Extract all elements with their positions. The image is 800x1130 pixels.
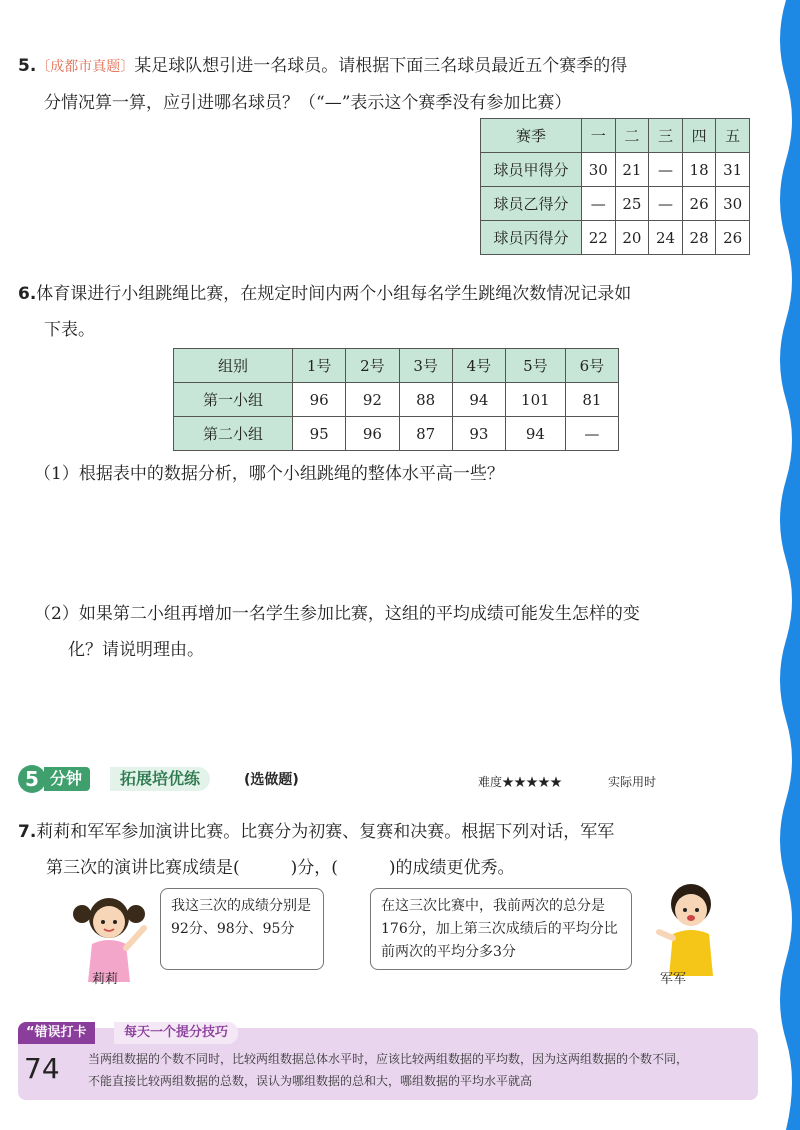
question-text: 某足球队想引进一名球员。请根据下面三名球员最近五个赛季的得 [134,56,628,76]
table-header-cell: 二 [615,119,649,153]
section-title: 拓展培优练 [110,767,210,791]
table-cell: 96 [293,383,346,417]
players-score-table [480,118,750,255]
tip-line: 不能直接比较两组数据的总数，误认为哪组数据的总和大，哪组数据的平均水平就高 [88,1074,533,1088]
table-cell: 87 [399,417,452,451]
tip-text [88,1048,746,1092]
table-row-label: 第二小组 [174,417,293,451]
table-header-cell: 四 [682,119,716,153]
table-row [174,417,619,451]
table-header-cell: 三 [649,119,683,153]
table-header-cell: 2号 [346,349,399,383]
question-number: 5. [18,56,37,76]
table-row-label: 球员甲得分 [481,153,582,187]
table-row [481,221,750,255]
optional-label: (选做题) [244,772,299,788]
table-row [174,383,619,417]
table-row [481,187,750,221]
question-5 [18,48,748,121]
table-header-cell: 3号 [399,349,452,383]
table-header-cell: 1号 [293,349,346,383]
table-cell: 95 [293,417,346,451]
table-cell: 26 [716,221,750,255]
sub-question-text: （1）根据表中的数据分析，哪个小组跳绳的整体水平高一些？ [34,464,504,484]
tip-badge: “错误打卡 [18,1022,95,1044]
sub-question-text: 化？请说明理由。 [68,640,204,660]
tip-title: 每天一个提分技巧 [114,1022,238,1044]
table-cell: 94 [506,417,566,451]
table-cell: 25 [615,187,649,221]
table-cell: 26 [682,187,716,221]
table-cell: — [649,187,683,221]
table-cell: 88 [399,383,452,417]
table-cell: 28 [682,221,716,255]
question-text: 分情况算一算，应引进哪名球员？（“—”表示这个赛季没有参加比赛） [44,93,572,113]
table-header-cell: 组别 [174,349,293,383]
table-row-label: 球员乙得分 [481,187,582,221]
question-text: 体育课进行小组跳绳比赛，在规定时间内两个小组每名学生跳绳次数情况记录如 [36,284,632,304]
boy-character-icon [655,880,727,976]
table-row-label: 球员丙得分 [481,221,582,255]
question-text: 第三次的演讲比赛成绩是( )分，( )的成绩更优秀。 [46,858,515,878]
tip-line: 当两组数据的个数不同时，比较两组数据总体水平时，应该比较两组数据的平均数，因为这两组数据的个数不同， [88,1052,689,1066]
table-cell: 22 [582,221,616,255]
five-minute-badge: 5 [18,765,46,793]
source-tag: 〔成都市真题〕 [36,59,135,75]
sub-question-text: （2）如果第二小组再增加一名学生参加比赛，这组的平均成绩可能发生怎样的变 [34,604,640,624]
table-cell: 18 [682,153,716,187]
difficulty-rating: 难度★★★★★ [478,775,563,789]
actual-time-label: 实际用时 [608,775,657,789]
lili-speech-bubble: 我这三次的成绩分别是92分、98分、95分 [160,888,324,970]
section-header [18,765,758,795]
table-cell: 92 [346,383,399,417]
question-number: 7. [18,822,37,842]
question-text: 莉莉和军军参加演讲比赛。比赛分为初赛、复赛和决赛。根据下列对话，军军 [36,822,615,842]
table-row-label: 第一小组 [174,383,293,417]
question-6 [18,276,748,348]
question-6-sub-2 [34,596,748,668]
table-row [481,153,750,187]
table-header-row [174,349,619,383]
minute-label: 分钟 [44,767,90,791]
question-7 [18,814,748,886]
lili-name-label: 莉莉 [92,972,119,987]
table-cell: — [582,187,616,221]
table-header-row [481,119,750,153]
page-edge-decoration [766,0,800,1130]
table-cell: 94 [452,383,505,417]
question-6-sub-1 [34,456,748,492]
tip-box [18,1025,758,1100]
table-cell: 30 [716,187,750,221]
table-cell: 101 [506,383,566,417]
page-number: 74 [24,1052,60,1085]
question-text: 下表。 [44,320,95,340]
table-cell: 20 [615,221,649,255]
table-header-cell: 4号 [452,349,505,383]
question-number: 6. [18,284,37,304]
table-header-cell: 一 [582,119,616,153]
table-cell: 31 [716,153,750,187]
table-cell: 30 [582,153,616,187]
junjun-name-label: 军军 [660,972,687,987]
table-header-cell: 5号 [506,349,566,383]
junjun-speech-bubble: 在这三次比赛中，我前两次的总分是176分，加上第三次成绩后的平均分比前两次的平均分多3分 [370,888,632,970]
table-header-cell: 五 [716,119,750,153]
table-header-cell: 6号 [565,349,618,383]
table-cell: 96 [346,417,399,451]
table-header-cell: 赛季 [481,119,582,153]
rope-skipping-table [173,348,619,451]
table-cell: 93 [452,417,505,451]
table-cell: 24 [649,221,683,255]
table-cell: — [565,417,618,451]
table-cell: — [649,153,683,187]
table-cell: 21 [615,153,649,187]
table-cell: 81 [565,383,618,417]
